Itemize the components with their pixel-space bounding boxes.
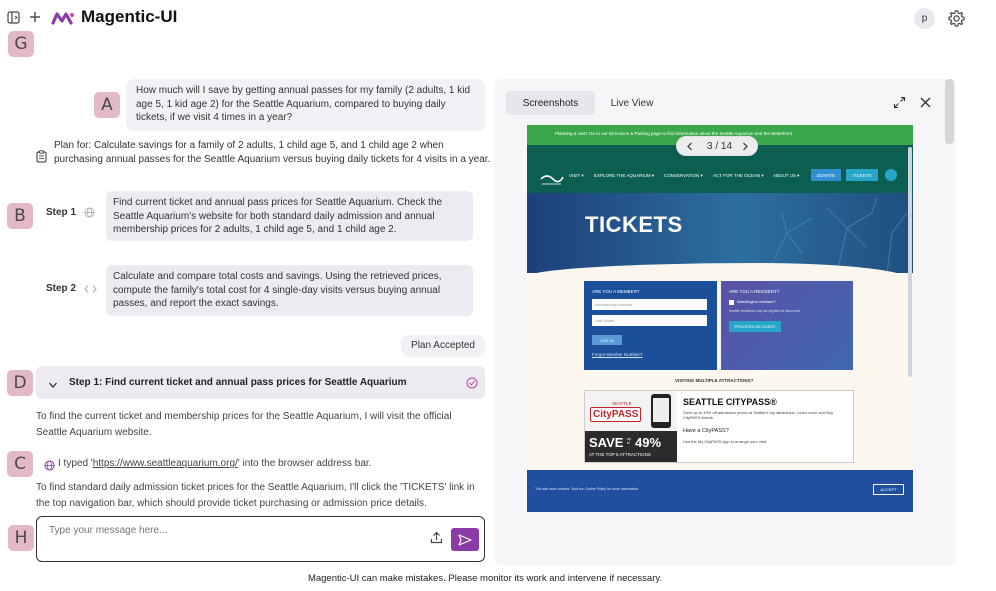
pager-next-icon[interactable] — [740, 141, 750, 151]
message-input-box[interactable] — [36, 516, 485, 562]
multi-attractions-heading: VISITING MULTIPLE ATTRACTIONS? — [675, 378, 754, 383]
typed-url-link[interactable]: https://www.seattleaquarium.org/ — [92, 458, 238, 469]
citypass-question: Have a CityPASS? — [683, 428, 729, 434]
site-tickets-button[interactable]: TICKETS — [846, 169, 878, 181]
citypass-app: Use the My CityPASS App to arrange your visit. — [683, 439, 767, 444]
step-1-box[interactable] — [106, 191, 473, 241]
annotation-marker-d: D — [7, 370, 33, 396]
browser-panel — [494, 79, 956, 565]
site-nav-act[interactable]: ACT FOR THE OCEAN ▾ — [713, 173, 764, 178]
site-nav-about[interactable]: ABOUT US ▾ — [773, 173, 800, 178]
typed-url-message — [58, 456, 371, 472]
citypass-title: SEATTLE CITYPASS® — [683, 397, 777, 407]
member-title: ARE YOU A MEMBER? — [592, 289, 640, 294]
annotation-marker-b: B — [7, 203, 33, 229]
footer-disclaimer: Magentic-UI can make mistakes. Please monitor its work and intervene if necessary. — [307, 573, 663, 584]
member-forgot-link[interactable]: Forgot Member Number? — [592, 352, 643, 357]
panel-scrollbar[interactable] — [945, 79, 954, 144]
site-hero-title: TICKETS — [585, 212, 683, 237]
send-icon — [458, 534, 472, 546]
resident-check-label: Washington resident? — [737, 299, 776, 304]
citypass-seattle: SEATTLE — [612, 401, 632, 406]
citypass-upto: up to — [627, 437, 631, 445]
site-donate-button[interactable]: DONATE — [811, 169, 841, 181]
screenshot-scrollbar — [908, 147, 912, 377]
expand-icon[interactable] — [892, 95, 906, 109]
site-search-icon[interactable] — [885, 169, 897, 181]
step-2-box[interactable] — [106, 265, 473, 316]
message-input[interactable] — [49, 522, 399, 538]
typed-suffix: ' into the browser address bar. — [237, 458, 372, 469]
site-hero-coral — [727, 193, 913, 273]
step-2-text: Calculate and compare total costs and savings. Using the retrieved prices, compute the family's total cost for 4 single-day visits versus buying annual passes, and report the exact savings. — [113, 271, 442, 309]
step-1-text: Find current ticket and annual pass prices for Seattle Aquarium. Check the Seattle Aquarium's website for both standard daily admission and annual membership prices for 2 adults, 1 child age 5, and 1 child age 2. — [113, 197, 443, 235]
plan-description: Plan for: Calculate savings for a family of 2 adults, 1 child age 5, and 1 child age 2 when purchasing annual passes for the Seattle Aquarium versus buying daily tickets for 4 visits in a year. — [54, 140, 491, 165]
user-avatar[interactable]: p — [914, 8, 935, 29]
sidebar-toggle-icon[interactable] — [6, 10, 20, 24]
resident-note: Seattle residents may be eligible for discounts — [729, 309, 801, 313]
step-status-check-icon — [466, 376, 478, 388]
site-accept-button[interactable]: ACCEPT — [873, 484, 904, 495]
resident-proceed-button[interactable]: PROCEED AS GUEST — [729, 321, 781, 332]
screenshot-pager — [676, 136, 758, 156]
agent-message-2: To find standard daily admission ticket prices for the Seattle Aquarium, I'll click the 'TICKETS' link in the top navigation bar, which should provide ticket purchasing or admission price details. — [36, 482, 475, 509]
plan-accepted-text: Plan Accepted — [411, 340, 475, 352]
upload-icon[interactable] — [429, 530, 443, 544]
site-nav-explore[interactable]: EXPLORE THE AQUARIUM ▾ — [594, 173, 655, 178]
site-nav-conservation[interactable]: CONSERVATION ▾ — [664, 173, 703, 178]
site-nav-visit[interactable]: VISIT ▾ — [569, 173, 584, 178]
citypass-sub: AT THE TOP 5 ATTRACTIONS — [589, 452, 651, 457]
settings-gear-icon[interactable] — [946, 8, 966, 28]
resident-card — [721, 281, 853, 370]
user-question-text: How much will I save by getting annual passes for my family (2 adults, 1 kid age 5, 1 kid age 2) for the Seattle Aquarium, compared to buying daily tickets, if we visit 4 times in a year? — [136, 85, 471, 123]
app-title: Magentic-UI — [81, 7, 178, 26]
site-cookie-text: This site uses cookies. Visit our Cookie Policy for more information. — [535, 487, 640, 491]
active-step-title: Step 1: Find current ticket and annual pass prices for Seattle Aquarium — [69, 377, 407, 388]
annotation-marker-h: H — [8, 525, 34, 551]
citypass-save: SAVE — [589, 435, 624, 450]
citypass-logo: CityPASS — [590, 407, 641, 422]
website-screenshot — [527, 125, 913, 512]
annotation-marker-g: G — [8, 31, 34, 57]
resident-title: ARE YOU A RESIDENT? — [729, 289, 780, 294]
site-banner-text: Planning a visit? Go to our Directions & Parking page to find information about the Seattle Aquarium and the Waterfront. — [555, 131, 794, 136]
citypass-ad — [585, 391, 677, 462]
member-lastname-field[interactable]: Last Name — [592, 315, 707, 326]
pager-counter: 3 / 14 — [707, 141, 733, 152]
site-cookie-bar — [527, 470, 913, 512]
pager-prev-icon[interactable] — [684, 141, 694, 151]
citypass-card — [584, 390, 854, 463]
site-logo-icon — [539, 171, 565, 187]
citypass-phone-icon — [651, 394, 671, 428]
citypass-phone-screen — [653, 398, 669, 422]
user-question-bubble — [126, 79, 485, 131]
magentic-logo-icon — [51, 11, 75, 25]
step-1-label: Step 1 — [46, 207, 77, 218]
clipboard-icon — [36, 150, 48, 164]
browser-action-icon — [44, 458, 56, 470]
chevron-down-icon[interactable] — [48, 377, 58, 387]
tab-live-view[interactable]: Live View — [610, 97, 654, 109]
citypass-desc: Save up to 49% off admission prices at Seattle's top attractions. Learn more and Buy CityPASS tickets. — [683, 410, 834, 420]
typed-prefix: I typed ' — [58, 458, 93, 469]
active-step-header[interactable] — [36, 366, 485, 399]
plan-accepted-bubble — [401, 335, 485, 357]
tab-screenshots[interactable]: Screenshots — [506, 91, 595, 115]
code-icon — [84, 281, 98, 293]
citypass-percent: 49% — [635, 435, 662, 450]
new-chat-icon[interactable] — [28, 10, 42, 24]
send-button[interactable] — [451, 528, 479, 551]
close-icon[interactable] — [918, 95, 932, 109]
resident-checkbox[interactable] — [729, 300, 734, 305]
annotation-marker-a: A — [94, 92, 120, 118]
member-card — [584, 281, 717, 370]
step-2-label: Step 2 — [46, 283, 77, 294]
globe-icon — [84, 205, 96, 217]
annotation-marker-c: C — [7, 451, 33, 477]
member-number-field[interactable]: Membership Number — [592, 299, 707, 310]
agent-message-1: To find the current ticket and membership prices for the Seattle Aquarium, I will visit the official Seattle Aquarium website. — [36, 411, 452, 438]
member-login-button[interactable]: LOG IN — [592, 335, 622, 345]
